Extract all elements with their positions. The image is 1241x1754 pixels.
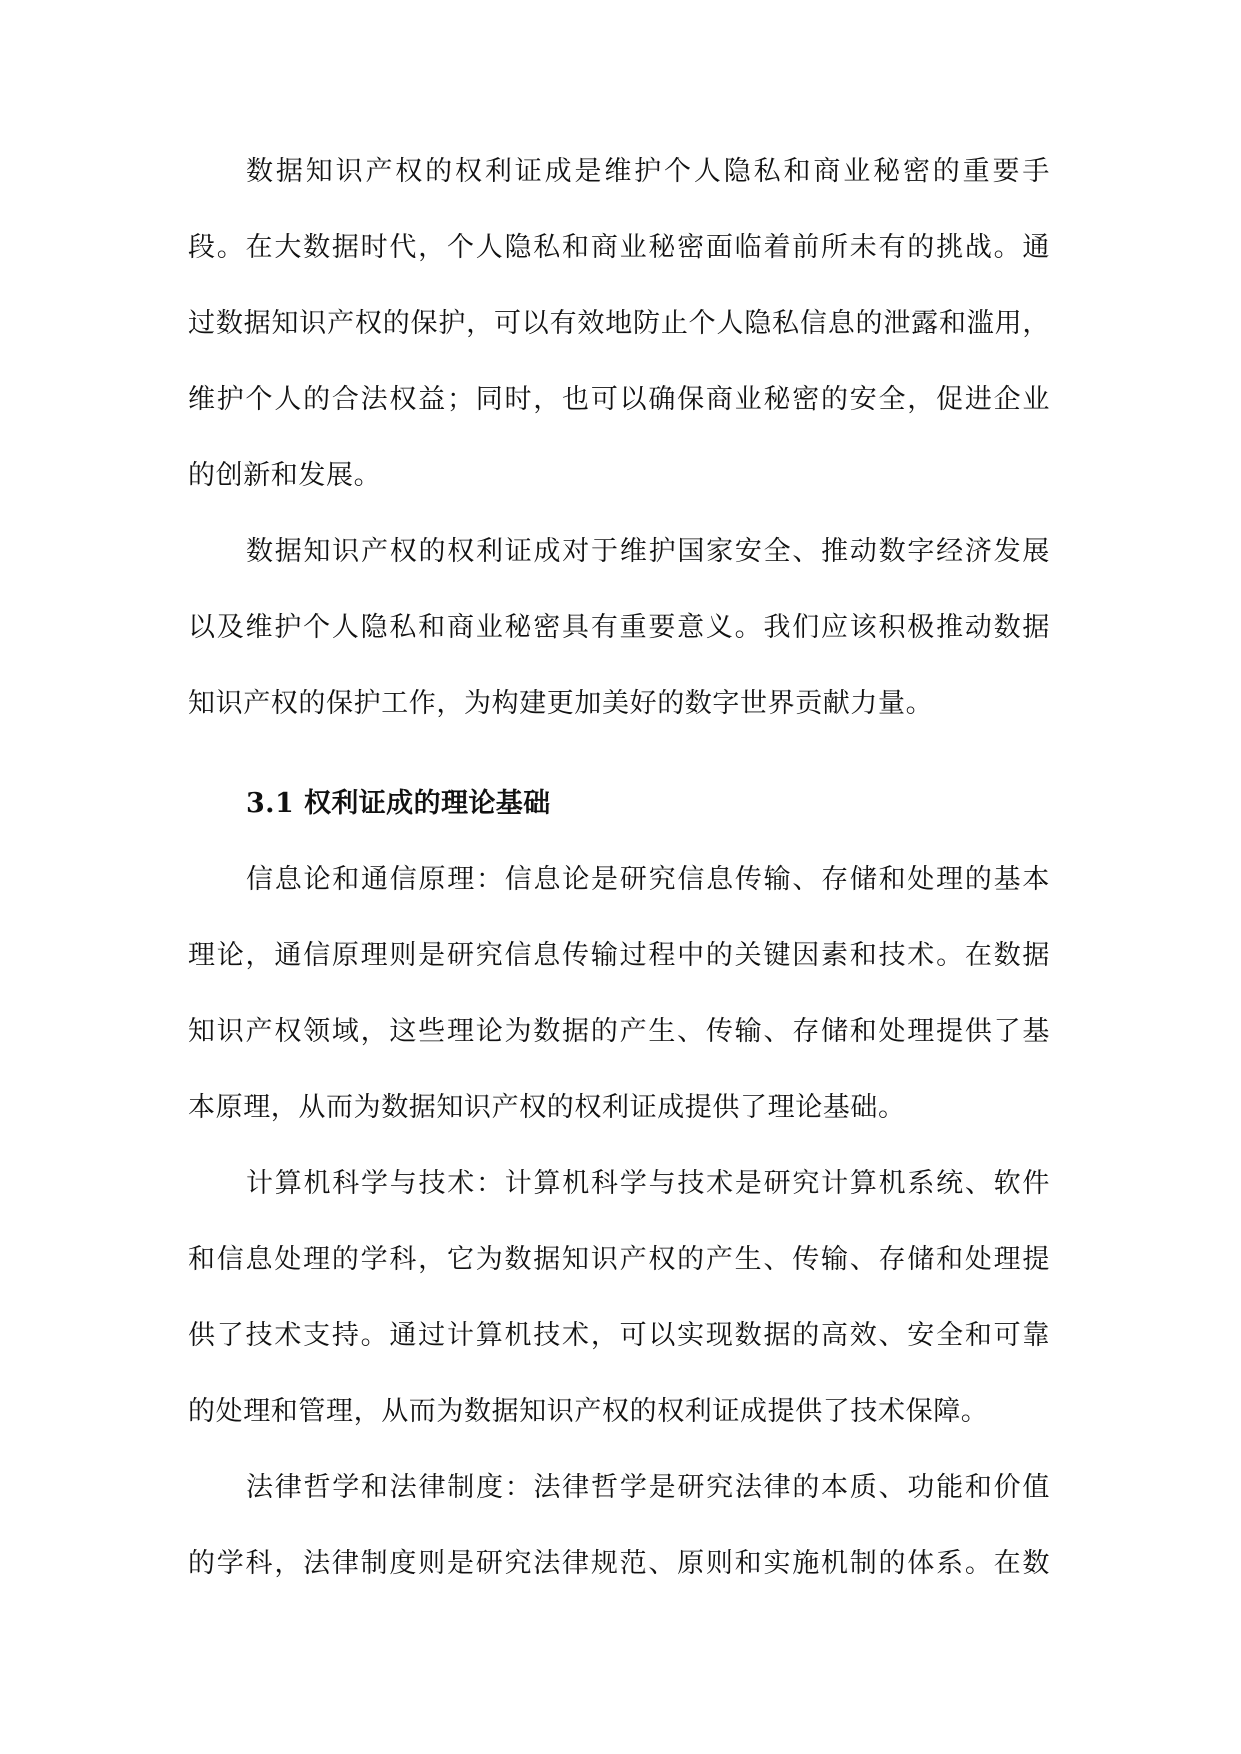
- paragraph-line: 段。在大数据时代，个人隐私和商业秘密面临着前所未有的挑战。通: [188, 232, 1050, 263]
- paragraph-line: 理论，通信原理则是研究信息传输过程中的关键因素和技术。在数据: [188, 940, 1050, 971]
- paragraph-line: 供了技术支持。通过计算机技术，可以实现数据的高效、安全和可靠: [188, 1320, 1050, 1351]
- paragraph-line: 维护个人的合法权益；同时，也可以确保商业秘密的安全，促进企业: [188, 384, 1050, 415]
- paragraph-line: 和信息处理的学科，它为数据知识产权的产生、传输、存储和处理提: [188, 1244, 1050, 1275]
- paragraph-line: 以及维护个人隐私和商业秘密具有重要意义。我们应该积极推动数据: [188, 612, 1050, 643]
- paragraph-line: 计算机科学与技术：计算机科学与技术是研究计算机系统、软件: [246, 1168, 1050, 1199]
- paragraph-line: 知识产权领域，这些理论为数据的产生、传输、存储和处理提供了基: [188, 1016, 1050, 1047]
- paragraph-line: 法律哲学和法律制度：法律哲学是研究法律的本质、功能和价值: [246, 1472, 1050, 1503]
- paragraph-line: 数据知识产权的权利证成是维护个人隐私和商业秘密的重要手: [246, 156, 1050, 187]
- paragraph-line: 信息论和通信原理：信息论是研究信息传输、存储和处理的基本: [246, 864, 1050, 895]
- section-heading: 3.1 权利证成的理论基础: [246, 788, 551, 819]
- paragraph-line: 本原理，从而为数据知识产权的权利证成提供了理论基础。: [188, 1092, 906, 1123]
- paragraph-line: 的学科，法律制度则是研究法律规范、原则和实施机制的体系。在数: [188, 1548, 1050, 1579]
- paragraph-line: 知识产权的保护工作，为构建更加美好的数字世界贡献力量。: [188, 688, 934, 719]
- paragraph-line: 过数据知识产权的保护，可以有效地防止个人隐私信息的泄露和滥用，: [188, 308, 1050, 339]
- paragraph-line: 的处理和管理，从而为数据知识产权的权利证成提供了技术保障。: [188, 1396, 989, 1427]
- paragraph-line: 数据知识产权的权利证成对于维护国家安全、推动数字经济发展: [246, 536, 1050, 567]
- paragraph-line: 的创新和发展。: [188, 460, 382, 491]
